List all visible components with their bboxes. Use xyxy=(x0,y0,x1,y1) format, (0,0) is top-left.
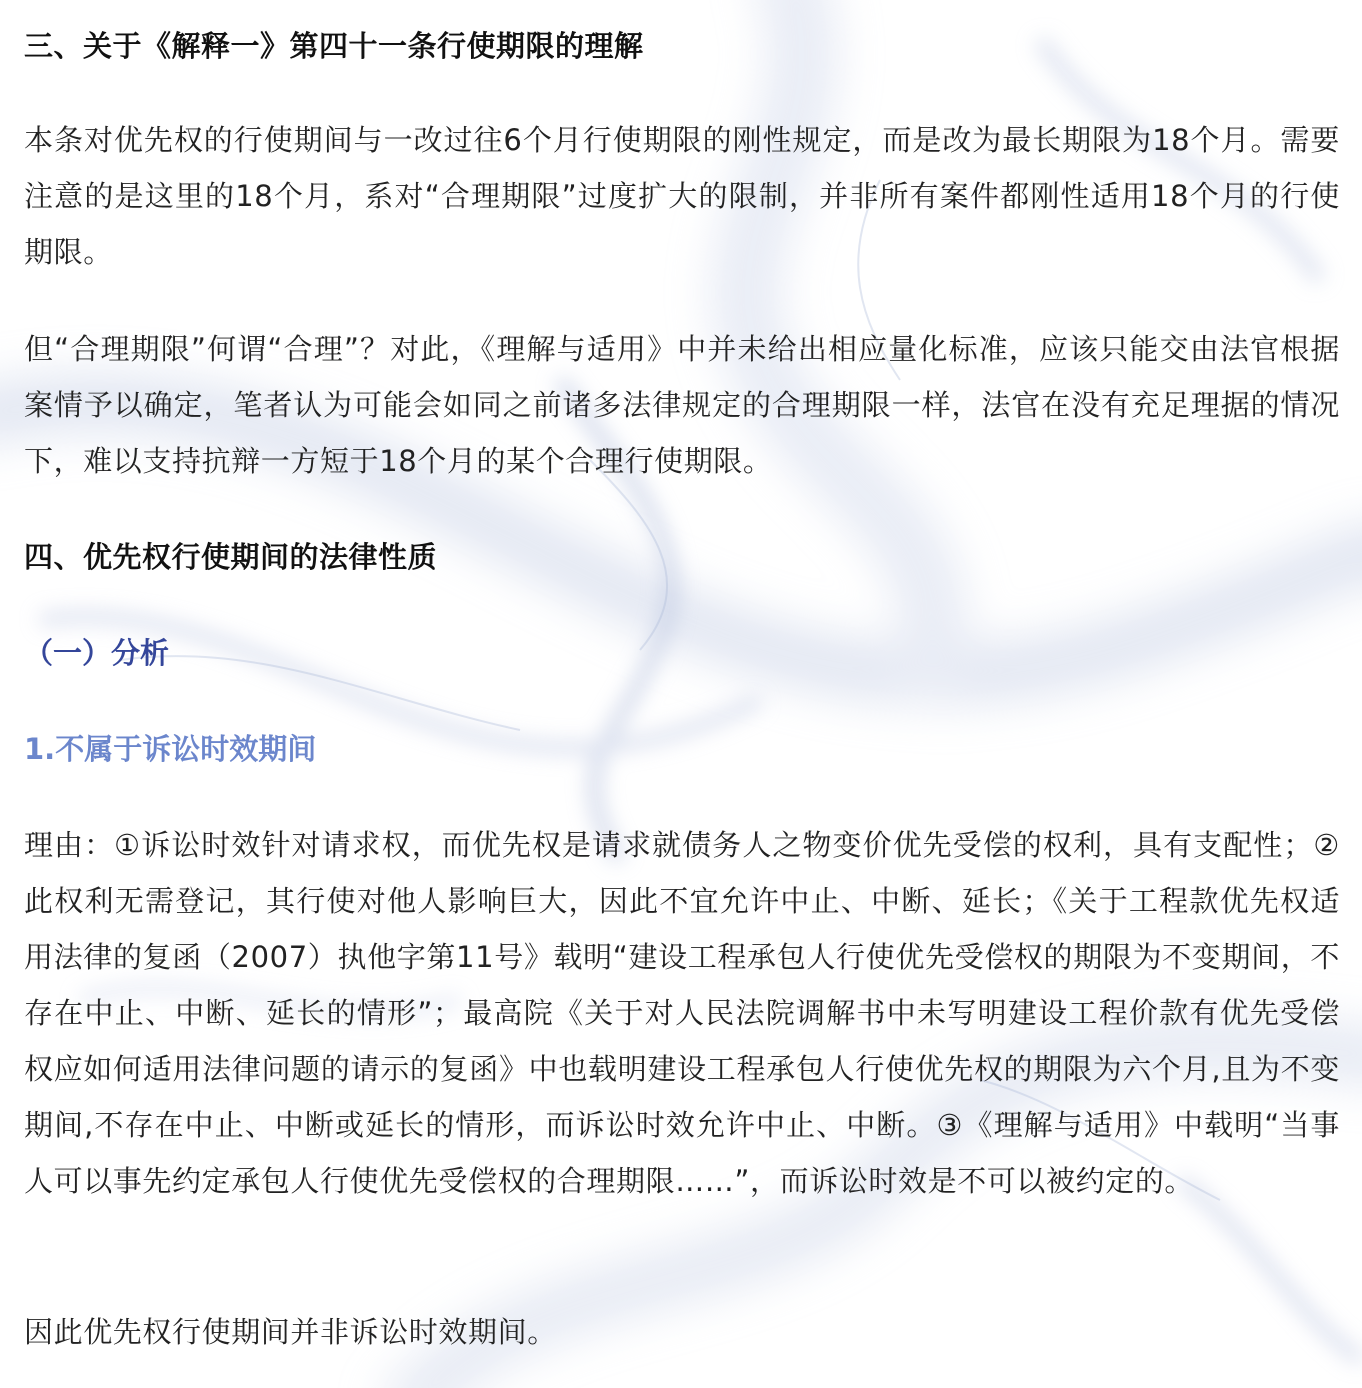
item-1-heading: 1.不属于诉讼时效期间 xyxy=(24,732,317,766)
section-3-paragraph-2: 但“合理期限”何谓“合理”？对此，《理解与适用》中并未给出相应量化标准，应该只能交由法官根据案情予以确定，笔者认为可能会如同之前诸多法律规定的合理期限一样，法官在没有充足理据的情况下，难以支持抗辩一方短于18个月的某个合理行使期限。 xyxy=(24,332,1340,478)
item-1-conclusion: 因此优先权行使期间并非诉讼时效期间。 xyxy=(24,1315,557,1349)
subsection-analysis-heading: （一）分析 xyxy=(24,636,170,670)
item-1-reason-paragraph: 理由：①诉讼时效针对请求权，而优先权是请求就债务人之物变价优先受偿的权利，具有支配性；②此权利无需登记，其行使对他人影响巨大，因此不宜允许中止、中断、延长；《关于工程款优先权适用法律的复函（2007）执他字第11号》载明“建设工程承包人行使优先受偿权的期限为不变期间，不存在中止、中断、延长的情形”；最高院《关于对人民法院调解书中未写明建设工程价款有优先受偿权应如何适用法律问题的请示的复函》中也载明建设工程承包人行使优先权的期限为六个月,且为不变期间,不存在中止、中断或延长的情形，而诉讼时效允许中止、中断。③《理解与适用》中载明“当事人可以事先约定承包人行使优先受偿权的合理期限……”，而诉讼时效是不可以被约定的。 xyxy=(24,828,1340,1198)
section-3-paragraph-1: 本条对优先权的行使期间与一改过往6个月行使期限的刚性规定，而是改为最长期限为18个月。需要注意的是这里的18个月，系对“合理期限”过度扩大的限制，并非所有案件都刚性适用18个月的行使期限。 xyxy=(24,123,1340,269)
section-4-heading: 四、优先权行使期间的法律性质 xyxy=(24,540,438,574)
section-3-heading: 三、关于《解释一》第四十一条行使期限的理解 xyxy=(24,29,644,63)
